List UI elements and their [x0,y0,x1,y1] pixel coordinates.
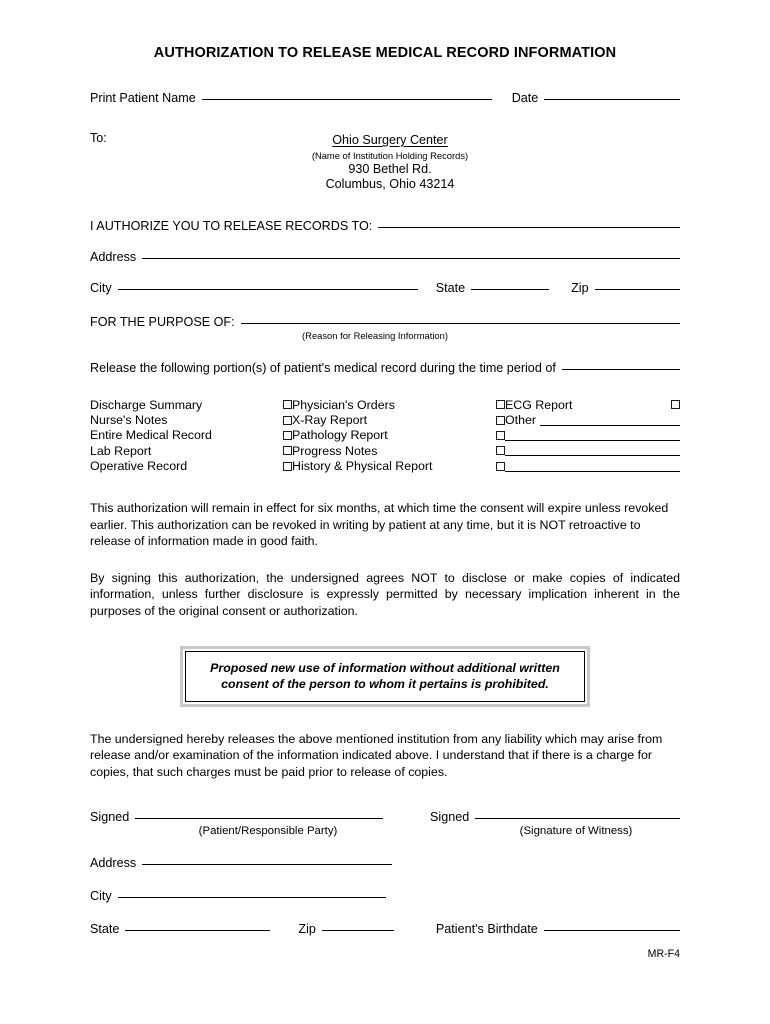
print-patient-name-label: Print Patient Name [90,91,196,105]
signed-witness-group [430,810,680,837]
notice-box [180,646,590,707]
time-period-input[interactable] [562,369,680,370]
other-input-4[interactable] [505,461,680,472]
liability-paragraph: The undersigned hereby releases the above mentioned institution from any liability which may arise from release and/or examination of the information indicated above. I understand that if there is a charge for copies, that such charges must be paid prior to release of copies. [90,731,663,779]
date-input[interactable] [544,99,680,100]
other-input-2[interactable] [505,430,680,441]
other-line-row [505,443,680,458]
checkbox-entire-medical-record[interactable] [283,431,292,440]
release-state-label: State [435,281,466,295]
authorize-release-label: I AUTHORIZE YOU TO RELEASE RECORDS TO: [90,219,373,233]
portion-label: Lab Report [90,443,152,458]
portion-item[interactable] [292,459,505,474]
checkbox-lab-report[interactable] [283,446,292,455]
portion-label: Entire Medical Record [90,428,212,443]
signed-witness-label: Signed [430,810,470,825]
purpose-input[interactable] [241,323,680,324]
portion-item[interactable] [292,428,505,443]
portion-item[interactable] [90,459,292,474]
portion-label: Physician's Orders [292,397,395,412]
checkbox-nurses-notes[interactable] [283,416,292,425]
record-portions-grid [90,397,680,474]
checkbox-pathology-report[interactable] [496,431,505,440]
institution-name: Ohio Surgery Center [332,133,448,147]
portion-item[interactable] [90,443,292,458]
checkbox-xray-report[interactable] [496,416,505,425]
portion-label: Operative Record [90,459,188,474]
portion-item[interactable] [292,397,505,412]
portion-label: Pathology Report [292,428,388,443]
signer-city-label: City [90,889,112,904]
nondisclosure-paragraph: By signing this authorization, the undersigned agrees NOT to disclose or make copies of indicated information, unless further disclosure is expressly permitted by necessary implication inherent in the purposes of the original consent or authorization. [90,570,680,618]
signer-city-input[interactable] [118,897,386,898]
other-portion-item [505,412,680,427]
signer-city-row [90,889,680,903]
release-city-state-zip-row [90,281,680,295]
portion-item[interactable] [292,412,505,427]
notice-box-wrapper [90,646,680,707]
to-label: To: [90,131,107,145]
institution-city-state-zip: Columbus, Ohio 43214 [325,177,455,191]
portion-label: X-Ray Report [292,413,368,428]
release-address-row [90,250,680,264]
signer-address-row [90,856,680,870]
witness-signature-caption: (Signature of Witness) [519,825,633,838]
release-city-label: City [90,281,112,295]
portion-label: History & Physical Report [292,459,433,474]
portions-column-1 [90,397,292,474]
signed-patient-group [90,810,430,837]
time-period-label: Release the following portion(s) of patient's medical record during the time period of [90,361,556,375]
other-line-row [505,428,680,443]
patient-signature-caption: (Patient/Responsible Party) [198,825,338,838]
release-zip-input[interactable] [595,289,680,290]
signer-state-label: State [90,922,120,937]
recipient-block [90,131,680,193]
patient-birthdate-input[interactable] [544,930,680,931]
release-address-label: Address [90,250,137,264]
notice-box-inner [185,651,585,702]
form-sheet [90,0,680,936]
portion-item[interactable] [90,412,292,427]
portion-label: Nurse's Notes [90,413,168,428]
institution-caption: (Name of Institution Holding Records) [311,150,469,161]
institution-info [220,131,560,191]
release-city-input[interactable] [118,289,418,290]
checkbox-history-physical-report[interactable] [496,462,505,471]
purpose-label: FOR THE PURPOSE OF: [90,315,235,329]
checkbox-operative-record[interactable] [283,462,292,471]
checkbox-discharge-summary[interactable] [283,400,292,409]
notice-line-2: consent of the person to whom it pertains is prohibited. [221,676,549,691]
purpose-row [90,315,680,329]
portions-column-2 [292,397,505,474]
time-period-row [90,361,680,375]
release-address-input[interactable] [142,258,680,259]
portion-item[interactable] [90,397,292,412]
release-state-input[interactable] [471,289,549,290]
page-title: AUTHORIZATION TO RELEASE MEDICAL RECORD INFORMATION [153,45,617,61]
signature-block [90,810,680,936]
patient-birthdate-label: Patient's Birthdate [435,922,538,937]
signer-state-zip-birthdate-row [90,922,680,936]
portions-column-3 [505,397,680,474]
checkbox-ecg-report[interactable] [671,400,680,409]
signer-address-input[interactable] [142,864,392,865]
revocation-paragraph: This authorization will remain in effect for six months, at which time the consent will expire unless revoked earlier. This authorization can be revoked in writing by patient at any time, but it is NOT retroactive to release of information made in good faith. [90,500,669,549]
form-code: MR-F4 [647,948,680,960]
signed-patient-input[interactable] [135,818,383,819]
checkbox-physicians-orders[interactable] [496,400,505,409]
date-label: Date [511,91,539,105]
purpose-caption: (Reason for Releasing Information) [302,330,448,341]
portion-label: Discharge Summary [90,397,203,412]
authorize-release-row [90,219,680,233]
authorize-release-input[interactable] [378,227,680,228]
signed-patient-label: Signed [90,810,130,825]
notice-line-1: Proposed new use of information without additional written [210,660,560,675]
other-input-3[interactable] [505,445,680,456]
signed-row [90,810,680,837]
portion-label: Progress Notes [292,443,378,458]
portion-item[interactable] [505,397,680,412]
signer-state-input[interactable] [125,930,270,931]
patient-name-date-row [90,91,680,105]
other-line-row [505,459,680,474]
checkbox-progress-notes[interactable] [496,446,505,455]
release-zip-label: Zip [571,281,589,295]
institution-street: 930 Bethel Rd. [348,162,432,176]
portion-label: ECG Report [505,397,573,412]
other-input-1[interactable] [540,415,680,426]
signer-address-label: Address [90,856,137,871]
other-label: Other [505,413,536,428]
signed-witness-input[interactable] [475,818,680,819]
signer-zip-label: Zip [298,922,316,937]
print-patient-name-input[interactable] [202,99,492,100]
portion-item[interactable] [90,428,292,443]
portion-item[interactable] [292,443,505,458]
signer-zip-input[interactable] [322,930,394,931]
